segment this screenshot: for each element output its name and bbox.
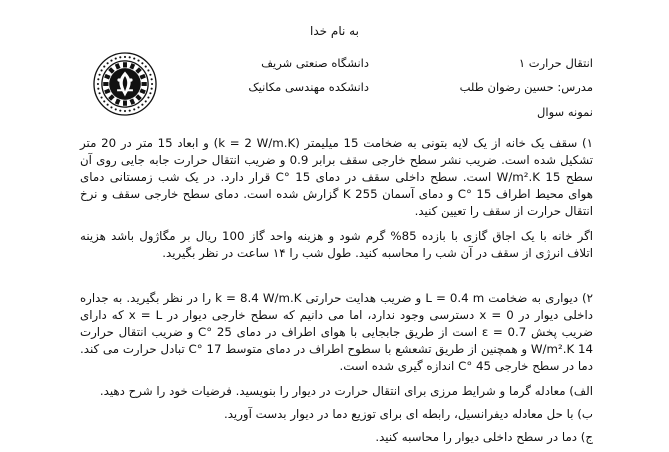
university-name: دانشگاه صنعتی شریف — [261, 56, 369, 70]
question-1-text: ۱) سقف یک خانه از یک لایه بتونی به ضخامت 15 میلیمتر (k = 2 W/m.K) و ابعاد 15 متر در 20 متر تشکیل شده است. ضریب نشر سطح خارجی سقف برابر 0.9 و ضریب انتقال حرارت جابه جایی روی آن سطح 15 W/m².K است. سطح داخلی سقف در دمای 15 °C قرار دارد. در یک شب زمستانی دمای هوای محیط اطراف 15 °C و دمای آسمان 255 K گزارش شده است. دمای سطح خارجی سقف و نرخ انتقال حرارت از سقف را تعیین کنید. — [80, 136, 594, 218]
bismillah-heading: به نام خدا — [310, 24, 359, 38]
faculty-name: دانشکده مهندسی مکانیک — [248, 80, 369, 94]
instructor-name: مدرس: حسین رضوان طلب — [459, 80, 593, 94]
question-2-part-b: ب) با حل معادله دیفرانسیل، رابطه ای برای توزیع دما در دیوار بدست آورید. — [223, 407, 593, 421]
question-2-text: ۲) دیواری به ضخامت L = 0.4 m و ضریب هدایت حرارتی k = 8.4 W/m.K را در نظر بگیرید. به جداره داخلی دیوار در x = 0 دسترسی وجود ندارد، اما می دانیم که سطح خارجی دیوار در x = L که دارای ضریب پخش ε = 0.7 است از طریق جابجایی با هوای اطراف در دمای 25 °C و ضریب انتقال حرارت 14 W/m².K و همچنین از طریق تشعشع با سطوح اطراف در دمای متوسط 17 °C تبادل حرارت می کند. دما در سطح خارجی 45 °C اندازه گیری شده است. — [80, 291, 594, 373]
document-type: نمونه سوال — [537, 105, 593, 119]
question-1-extra: اگر خانه با یک اجاق گازی با بازده 85% گرم شود و هزینه واحد گاز 100 ریال بر مگاژول باشد هزینه اتلاف انرژی از سقف در آن شب را محاسبه کنید. طول شب را ۱۴ ساعت در نظر بگیرید. — [80, 229, 593, 260]
question-2-part-a: الف) معادله گرما و شرایط مرزی برای انتقال حرارت در دیوار را بنویسید. فرضیات خود را شرح دهید. — [99, 384, 593, 398]
question-2-part-c: ج) دما در سطح داخلی دیوار را محاسبه کنید. — [375, 430, 593, 444]
course-title: انتقال حرارت ۱ — [518, 56, 593, 70]
sharif-university-seal-icon — [92, 51, 158, 117]
questions-body — [80, 135, 593, 452]
